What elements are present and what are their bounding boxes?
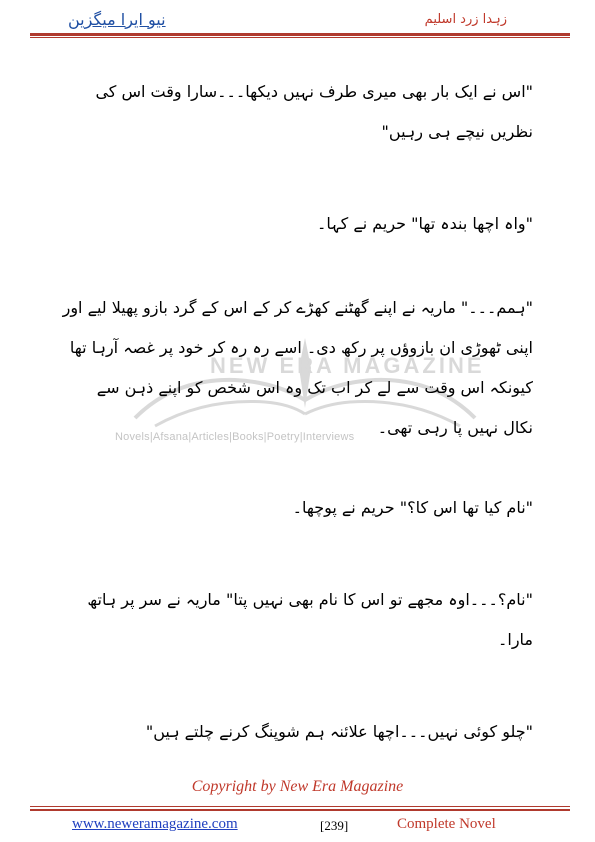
watermark-brand: NEW ERA MAGAZINE xyxy=(210,353,485,378)
article-body xyxy=(62,72,533,752)
paragraph-1: "اس نے ایک بار بھی میری طرف نہیں دیکھا۔۔۔سارا وقت اس کی نظریں نیچے ہی رہیں" xyxy=(95,82,533,141)
page-header xyxy=(30,8,565,34)
footer-divider-thick xyxy=(30,809,570,811)
paragraph-3: "ہمم۔۔۔" ماریہ نے اپنے گھٹنے کھڑے کر کے اس کے گرد بازو پھیلا لیے اور اپنی ٹھوڑی ان بازوؤں پر رکھ دی۔ اسے رہ رہ کر خود پر غصہ آرہا تھا کیونکہ اس وقت سے لے کر اب تک وہ اس شخص کو اپنے ذہن سے نکال نہیں پا رہی تھی۔ xyxy=(62,298,533,437)
paragraph-6: "چلو کوئی نہیں۔۔۔اچھا علائنہ ہم شوپنگ کرنے چلتے ہیں" xyxy=(145,722,533,741)
header-divider xyxy=(30,33,570,36)
watermark-tagline: Novels|Afsana|Articles|Books|Poetry|Interviews xyxy=(115,431,355,443)
footer-divider xyxy=(30,806,570,807)
novel-label: Complete Novel xyxy=(397,816,496,832)
page-number: [239] xyxy=(320,818,349,833)
magazine-name: نیو ایرا میگزین xyxy=(68,10,166,29)
author-name: زہدا زرد اسلیم xyxy=(424,12,507,27)
paragraph-4: "نام کیا تھا اس کا؟" حریم نے پوچھا۔ xyxy=(292,498,533,517)
paragraph-5: "نام؟۔۔۔اوہ مجھے تو اس کا نام بھی نہیں پتا" ماریہ نے سر پر ہاتھ مارا۔ xyxy=(87,590,533,649)
website-link[interactable]: www.neweramagazine.com xyxy=(72,816,238,832)
copyright-notice: Copyright by New Era Magazine xyxy=(191,778,404,795)
paragraph-2: "واہ اچھا بندہ تھا" حریم نے کہا۔ xyxy=(316,214,533,233)
header-divider-thin xyxy=(30,37,570,38)
